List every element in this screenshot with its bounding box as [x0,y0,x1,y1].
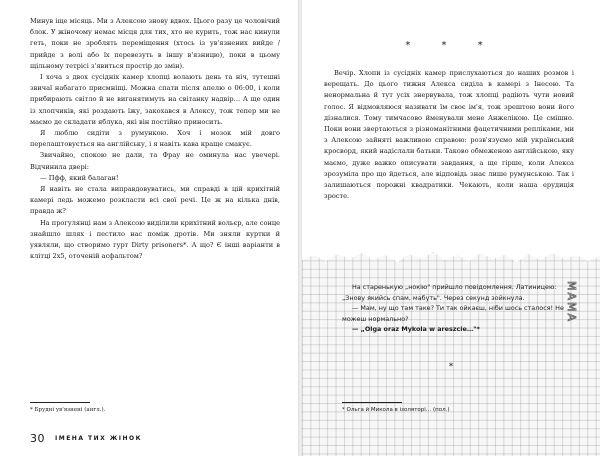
note-line: На старенькую „нокію" прийшло повідомлення. Латиницею: „Знову якийсь спам, мабуть". Через секунд зойкнула. [342,283,557,302]
left-page [0,0,298,456]
running-title: ІМЕНА ТИХ ЖІНОК [55,435,142,442]
paragraph: Звичайно, спокою не дали, та Фрау не оминула нас увечері. Відчинила двері: [30,151,280,171]
right-body-text [324,68,574,202]
paragraph: Вечір. Хлопи із сусідніх камер прислухаються до наших розмов і верещать. До цього тижня Алекса сиділа в камері з Інесою. Та ненормальна й тут усіх знервувала, тож хлопці радіють чути новий голос. Я відмовляюся називати їм своє ім'я, тож зрештою вони його дізналися. Тому тимчасово йменували мене Анжелікою. Це смішно. Поки вони звертаються з різноманітними фацетичними репліками, ми з Алексою зайняті важливою справою: розв'язуємо мій український кросворд, який надіслали батьки. Таково обмеженою англійською, яку маємо, дуже важко описувати завдання, а ще гірше, коли Алекса зрозуміла про що йдеться, але відповідь знає лише румунською. Так і залишаються порожні квадратики. Чекають, коли наша ерудиція зросте. [324,69,574,201]
notebook-text [342,282,572,335]
mama-stamp-text: МАМА [565,280,578,324]
right-page [302,0,600,456]
footnote: * Брудні ув'язнені (англ.). [30,407,106,413]
footnote: * Ольга й Микола в ізоляторі… (пол.) [342,407,450,413]
paragraph: Я люблю сидіти з румункою. Хоч і мозок мій довго перелаштовується на англійську, і я навіть кава краще смакує. [30,129,280,149]
left-body-text [30,16,280,262]
footnote-rule [30,402,90,403]
page-number: 30 [30,432,45,445]
paragraph: Я навіть не стала виправдовуватись, ми справді в цій крихітній камері ледь можемо розкласти всі свої речі. Це ж на кілька днів, правда ж? [30,185,280,216]
paragraph: Минув іще місяць. Ми з Алексою знову вдвох. Цього разу це чоловічий блок. У жіночому немає місця для тих, хто не курить, тож нас кинули геть, поки не зроблять переміщення (хтось із ув'язнених вийде / прийде з волі або їх перевезуть в іншу в'язницю), поки в цьому щільному тетрісі з'явиться простір до змін). [30,17,280,70]
paragraph: На прогулянці нам з Алексою виділили крихітний вольєр, але сонце знайшло шлях і пестило нас поміж дротів. Ми зняли куртки й уявляли, що створимо гурт Dirty prisoners*. А що? Є інші варіанти в клітці 2х5, оточеній асфальтом? [30,218,280,261]
note-end-mark: * [448,362,454,372]
dialogue-line: — Пфф, який балаган! [40,173,119,182]
section-break: * * * [405,40,497,51]
note-line: — Мам, ну що там таке? Ти так ойкаєш, ніби шось сталося! Не можеш нормально? [342,304,564,323]
note-line: — „Olga oraz Mykola w areszcie…"* [352,325,480,334]
paragraph: І хоча з двох сусідніх камер хлопці волають день та ніч, тутешні звичаї набагато присмніщі. Можна спати після апелю о 06:00, і коли прибирають світло й не виганятимуть на світанку надвір… А ще один із хлопчиків, які роздають їжу, закохався в Алексу, тож тепер ми не маємо де складати яблука, які він постійно приносить. [30,73,280,126]
footnote-rule [342,402,402,403]
